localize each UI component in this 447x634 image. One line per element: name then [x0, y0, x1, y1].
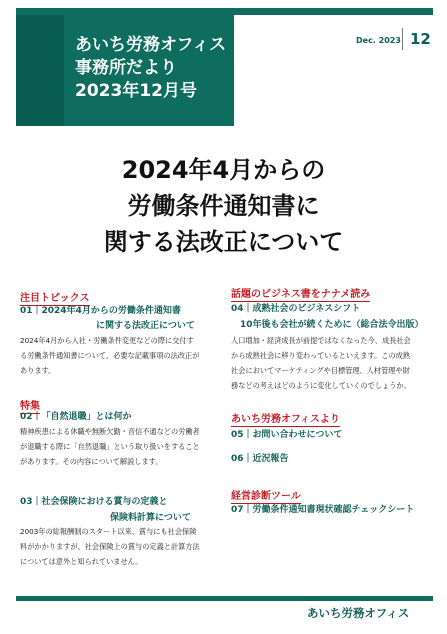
headline-line-3: 関する法改正について [103, 228, 344, 256]
article-06-title[interactable]: 06｜近況報告 [231, 454, 289, 464]
summary-line: 人口増加・経済成長が前提ではなくなった今、成長社会 [231, 336, 411, 345]
summary-line: る労働条件通知書について、必要な記載事項の法改正が [20, 351, 200, 360]
masthead-title [75, 34, 226, 103]
bottom-bar [16, 596, 433, 601]
article-01-title-line-2[interactable]: に関する法改正について [96, 321, 195, 331]
article-02-summary [20, 424, 200, 469]
section-heading-books: 話題のビジネス書をナナメ読み [231, 285, 370, 302]
headline-line-1: 2024年4月からの [121, 156, 326, 184]
summary-line: が退職する際に「自然退職」という取り扱いをすること [20, 442, 200, 451]
masthead-line-newsletter: 事務所だより [75, 58, 177, 78]
masthead-accent [16, 15, 64, 126]
summary-line: から成熟社会に移り変わっているといえます。この成熟 [231, 351, 411, 360]
summary-line: については意外と知られていません。 [20, 557, 143, 566]
article-07-title[interactable]: 07｜労働条件通知書現状確認チェックシート [231, 505, 415, 515]
top-bar [16, 8, 433, 15]
article-04-summary [231, 333, 411, 393]
article-03-title-line-1[interactable]: 03｜社会保険における賞与の定義と [20, 497, 168, 507]
article-02-title[interactable]: 02｜「自然退職」とは何か [20, 412, 132, 422]
summary-line: 社会においてマーケティングや目標管理、人材管理や財 [231, 366, 410, 375]
summary-line: 料がかかりますが、社会保険上の賞与の定義と計算方法 [20, 542, 200, 551]
section-heading-special: 特集 [20, 397, 40, 414]
main-headline [0, 152, 447, 260]
section-heading-diagnosis: 経営診断ツール [231, 487, 301, 504]
masthead-line-office: あいち労務オフィス [75, 35, 227, 55]
summary-line: 2024年4月から入社・労働条件変更などの際に交付す [20, 336, 194, 345]
summary-line: 務などの考えはどのように変化していくのでしょうか。 [231, 381, 411, 390]
article-03-summary [20, 524, 200, 569]
section-heading-topics: 注目トピックス [20, 289, 90, 306]
article-05-title[interactable]: 05｜お問い合わせについて [231, 430, 343, 440]
section-heading-office: あいち労務オフィスより [231, 410, 340, 427]
masthead-line-issue: 2023年12月号 [75, 81, 197, 101]
article-01-title-line-1[interactable]: 01｜2024年4月からの労働条件通知書 [20, 306, 181, 316]
article-03-title-line-2[interactable]: 保険料計算について [110, 513, 191, 523]
date-divider [402, 28, 403, 50]
summary-line: 精神疾患による休職や無断欠勤・音信不通などの労働者 [20, 427, 200, 436]
headline-line-2: 労働条件通知書に [127, 192, 320, 220]
summary-line: があります。その内容について解説します。 [20, 457, 163, 466]
article-01-summary [20, 333, 199, 378]
article-04-title-line-2[interactable]: 10年後も会社が続くために（総合法令出版） [240, 320, 424, 330]
summary-line: 2003年の総報酬制のスタート以来、賞与にも社会保険 [20, 527, 197, 536]
summary-line: あります。 [20, 366, 56, 375]
issue-number: 12 [410, 30, 431, 48]
footer-office-name: あいち労務オフィス [307, 606, 410, 620]
article-04-title-line-1[interactable]: 04｜成熟社会のビジネスシフト [231, 304, 361, 314]
issue-date: Dec. 2023 [356, 36, 401, 45]
